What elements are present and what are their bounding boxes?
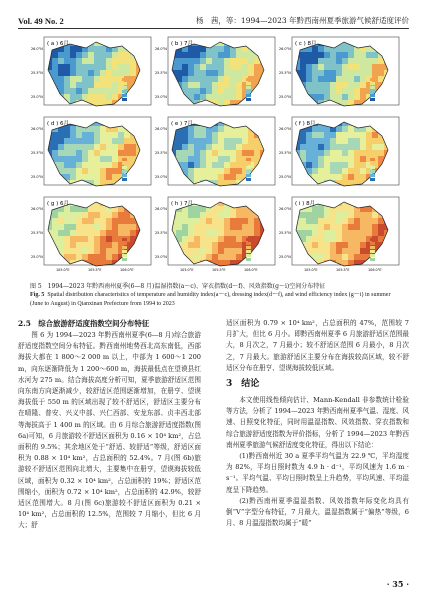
legend-swatch	[370, 86, 375, 89]
lon-tick-label: 105.0°E	[56, 268, 70, 272]
legend-swatch	[246, 158, 251, 161]
legend-swatch	[370, 178, 375, 181]
legend-swatch	[246, 90, 251, 93]
running-title: 杨 茜，等：1994—2023 年黔西南州夏季旅游气候舒适度评价	[195, 16, 409, 25]
lat-tick-label: 25.5°N	[279, 151, 291, 155]
panel-label: ( h ) 7月	[171, 201, 194, 207]
lat-tick-label: 25.0°N	[31, 95, 43, 99]
lat-tick-label: 26.0°N	[31, 207, 43, 211]
legend-swatch	[370, 170, 375, 173]
legend-swatch	[370, 98, 375, 101]
lat-tick-label: 25.0°N	[155, 175, 167, 179]
legend-swatch	[246, 258, 251, 261]
lat-tick-label: 26.0°N	[31, 127, 43, 131]
lat-tick-label: 25.5°N	[155, 71, 167, 75]
lat-tick-label: 25.5°N	[155, 151, 167, 155]
legend-swatch	[370, 78, 375, 81]
legend-swatch	[246, 174, 251, 177]
map-panel	[154, 196, 276, 274]
legend-swatch	[370, 158, 375, 161]
legend-swatch	[370, 82, 375, 85]
legend-swatch	[246, 242, 251, 245]
map-panel	[278, 196, 400, 274]
lat-tick-label: 25.0°N	[155, 255, 167, 259]
lat-tick-label: 26.0°N	[155, 207, 167, 211]
legend-swatch	[370, 238, 375, 241]
lat-tick-label: 25.0°N	[31, 175, 43, 179]
figure-5	[30, 36, 400, 276]
page-header	[18, 12, 409, 26]
legend-swatch	[246, 98, 251, 101]
lat-tick-label: 25.5°N	[31, 71, 43, 75]
legend-swatch	[122, 238, 127, 241]
legend-swatch	[246, 250, 251, 253]
lat-tick-label: 25.5°N	[279, 231, 291, 235]
legend-swatch	[122, 82, 127, 85]
legend-swatch	[246, 178, 251, 181]
lat-tick-label: 25.0°N	[279, 255, 291, 259]
panel-label: ( a ) 6月	[47, 41, 69, 47]
lon-tick-label: 105.0°E	[304, 268, 318, 272]
legend-swatch	[122, 162, 127, 165]
legend-swatch	[246, 162, 251, 165]
legend-swatch	[122, 250, 127, 253]
map-panel	[154, 36, 276, 114]
legend-swatch	[246, 86, 251, 89]
legend-swatch	[370, 242, 375, 245]
legend-swatch	[246, 170, 251, 173]
lon-tick-label: 105.0°E	[180, 268, 194, 272]
legend-swatch	[246, 82, 251, 85]
map-panel	[30, 196, 152, 274]
lon-tick-label: 105.5°E	[212, 268, 226, 272]
lat-tick-label: 26.0°N	[155, 47, 167, 51]
map-panel	[278, 116, 400, 194]
legend-swatch	[370, 258, 375, 261]
lon-tick-label: 105.5°E	[336, 268, 350, 272]
lat-tick-label: 25.5°N	[31, 231, 43, 235]
left-column	[18, 318, 201, 532]
legend-swatch	[246, 246, 251, 249]
panel-label: ( g ) 6月	[47, 201, 70, 207]
panel-label: ( i ) 8月	[295, 201, 316, 207]
legend-swatch	[370, 166, 375, 169]
section-heading-3: 3 结论	[226, 379, 260, 390]
map-panel	[30, 36, 152, 114]
header-rule	[18, 28, 409, 29]
lon-tick-label: 105.5°E	[88, 268, 102, 272]
lat-tick-label: 26.0°N	[279, 47, 291, 51]
panel-label: ( c ) 8月	[295, 41, 317, 47]
lat-tick-label: 26.0°N	[279, 127, 291, 131]
lon-tick-label: 106.0°E	[120, 268, 134, 272]
paragraph: 适区面积为 0.79 × 10⁴ km²，占总面积的 47%，范围较 7 月扩大，但比 6 月小。即黔西南州夏季 6 月旅游舒适区范围最大，8 月次之，7 月最小；较不舒适区范围 6 月最小，8 月次之，7 月最大。旅游舒适区主要分布在海拔较高区域，较不舒适区分布在册亨、望谟海拔较低区域。	[226, 319, 409, 372]
lon-tick-label: 106.0°E	[244, 268, 258, 272]
lat-tick-label: 25.0°N	[31, 255, 43, 259]
legend-swatch	[370, 94, 375, 97]
page-number: · 35 ·	[386, 579, 409, 589]
map-panel	[278, 36, 400, 114]
legend-swatch	[122, 166, 127, 169]
legend-swatch	[246, 238, 251, 241]
legend-swatch	[246, 254, 251, 257]
lat-tick-label: 25.0°N	[279, 175, 291, 179]
caption-chinese: 图 5 1994—2023 年黔西南州夏季(6—8 月)温湿指数(a～c)、穿衣指数(d～f)、风效指数(g～i)空间分布特征	[30, 283, 326, 290]
legend-swatch	[122, 254, 127, 257]
lat-tick-label: 25.5°N	[31, 151, 43, 155]
paragraph: (2)黔西南州夏季温湿指数、风效指数年际变化均具有倒“V”字型分布特征，7 月最大，温湿指数属于“偏热”等级，6 月、8 月温湿指数均属于“暖”	[226, 496, 409, 528]
map-panel	[154, 116, 276, 194]
legend-swatch	[370, 162, 375, 165]
lon-tick-label: 106.0°E	[368, 268, 382, 272]
lat-tick-label: 25.0°N	[279, 95, 291, 99]
panel-label: ( d ) 6月	[47, 121, 70, 127]
lat-tick-label: 26.0°N	[279, 207, 291, 211]
legend-swatch	[122, 90, 127, 93]
panel-label: ( b ) 7月	[171, 41, 194, 47]
legend-swatch	[122, 94, 127, 97]
lat-tick-label: 26.0°N	[31, 47, 43, 51]
lat-tick-label: 26.0°N	[155, 127, 167, 131]
legend-swatch	[122, 170, 127, 173]
legend-swatch	[246, 166, 251, 169]
lat-tick-label: 25.0°N	[155, 95, 167, 99]
caption-english	[30, 291, 397, 309]
lat-tick-label: 25.5°N	[155, 231, 167, 235]
legend-swatch	[246, 78, 251, 81]
panel-label: ( e ) 7月	[171, 121, 193, 127]
caption-english-label: Fig. 5	[30, 292, 45, 298]
right-column	[226, 318, 409, 529]
map-panel	[30, 116, 152, 194]
legend-swatch	[122, 158, 127, 161]
section-heading-2-5: 2.5 综合旅游舒适度指数空间分布特征	[18, 319, 150, 328]
legend-swatch	[370, 174, 375, 177]
paragraph: 图 6 为 1994—2023 年黔西南州夏季(6—8 月)综合旅游舒适度指数空间分布特征。黔西南州地势西北高东南低，西部海拔大都在 1 800～2 000 m 以上，中部为 1 600～1 200 m，向东逐渐降低为 1 200～600 m，海拔最低点在望谟县红水河为 275 m。结合海拔高度分析可知，夏季旅游舒适区范围向东南方向逐渐减少，较舒适区范围逐渐增加，在册亨、望谟海拔低于 550 m 的区域出现了较不舒适区，舒适区主要分布在晴隆、普安、兴义中部、兴仁西部、安龙东部、贞丰西北部等海拔高于 1 400 m 的区域。由 6 月综合旅游舒适度指数(图 6a)可知，6 月旅游较不舒适区面积为 0.16 × 10⁴ km²，占总面积的 9.5%；其余地区处于“舒适、较舒适”等级，舒适区面积为 0.88 × 10⁴ km²，占总面积的 52.4%。7 月(图 6b)旅游较不舒适区范围向北增大，主要集中在册亨，望谟海拔较低区域，面积为 0.32 × 10⁴ km²，占总面积的 19%；舒适区范围缩小，面积为 0.72 × 10⁴ km²，占总面积的 42.9%，较舒适区范围增大。8 月(图 6c)旅游较不舒适区面积为 0.21 × 10⁴ km²，占总面积的 12.5%，范围较 7 月缩小，但比 6 月大；舒	[18, 331, 201, 530]
legend-swatch	[122, 86, 127, 89]
legend-swatch	[122, 246, 127, 249]
legend-swatch	[370, 250, 375, 253]
legend-swatch	[370, 90, 375, 93]
legend-swatch	[370, 254, 375, 257]
legend-swatch	[122, 174, 127, 177]
volume-label: Vol. 49 No. 2	[18, 16, 64, 26]
paragraph: 本文使用线性倾向估计、Mann-Kendall 非参数统计检验等方法，分析了 1994—2023 年黔西南州夏季气温、湿度、风速、日照变化特征，同时用温湿指数、风效指数、穿衣指数和综合旅游舒适度指数为评价指标，分析了 1994—2023 年黔西南州夏季旅游气候舒适度变化特征，得出以下结论：	[226, 396, 409, 449]
caption-english-text: Spatial distribution characteristics of temperature and humidity index(a～c), dressing index(d～f), and wind efficiency index (g～i) in summer (June to August) in Qianxinan Prefecture from 1994 to 2023	[30, 292, 391, 307]
legend-swatch	[370, 246, 375, 249]
legend-swatch	[122, 178, 127, 181]
paragraph: (1)黔西南州近 30 a 夏季平均气温为 22.9 ℃，平均湿度为 82%，平均日照时数为 4.9 h · d⁻¹，平均风速为 1.6 m · s⁻¹。平均气温、平均日照时数呈上升趋势，平均风速、平均湿度呈下降趋势。	[226, 452, 409, 494]
lat-tick-label: 25.5°N	[279, 71, 291, 75]
legend-swatch	[122, 258, 127, 261]
panel-label: ( f ) 8月	[295, 121, 316, 127]
legend-swatch	[122, 242, 127, 245]
legend-swatch	[122, 78, 127, 81]
figure-caption	[30, 282, 397, 309]
legend-swatch	[122, 98, 127, 101]
legend-swatch	[246, 94, 251, 97]
